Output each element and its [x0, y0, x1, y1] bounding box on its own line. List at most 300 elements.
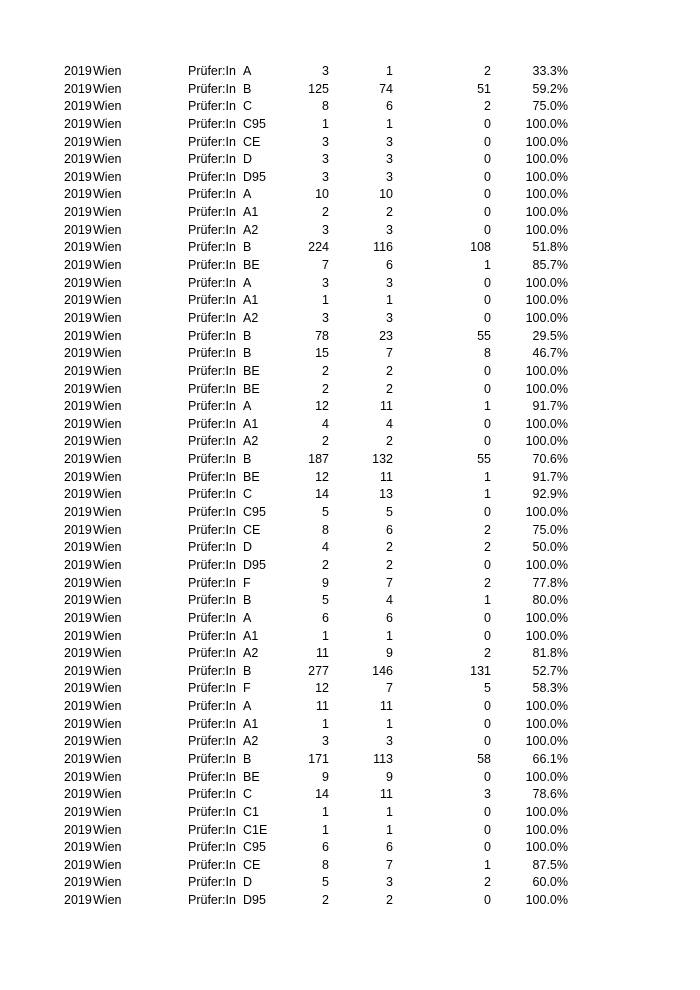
year-cell: 2019 [64, 169, 92, 184]
pass-rate-cell: 75.0% [532, 522, 568, 537]
license-class-cell: A [243, 610, 252, 625]
failed-count-cell: 0 [484, 363, 491, 378]
total-count-cell: 1 [322, 628, 329, 643]
failed-count-cell: 0 [484, 169, 491, 184]
passed-count-cell: 1 [386, 716, 393, 731]
city-cell: Wien [93, 452, 122, 467]
table-row [0, 839, 700, 857]
year-cell: 2019 [64, 840, 92, 855]
table-row [0, 169, 700, 187]
table-row [0, 504, 700, 522]
year-cell: 2019 [64, 804, 92, 819]
total-count-cell: 5 [322, 505, 329, 520]
city-cell: Wien [93, 222, 122, 237]
failed-count-cell: 0 [484, 716, 491, 731]
total-count-cell: 11 [316, 646, 329, 661]
table-row [0, 469, 700, 487]
role-cell: Prüfer:In [188, 99, 236, 114]
table-row [0, 433, 700, 451]
passed-count-cell: 3 [386, 875, 393, 890]
failed-count-cell: 58 [477, 751, 491, 766]
total-count-cell: 3 [322, 734, 329, 749]
total-count-cell: 3 [322, 310, 329, 325]
city-cell: Wien [93, 310, 122, 325]
total-count-cell: 1 [322, 116, 329, 131]
year-cell: 2019 [64, 328, 92, 343]
role-cell: Prüfer:In [188, 416, 236, 431]
pass-rate-cell: 46.7% [532, 346, 568, 361]
year-cell: 2019 [64, 575, 92, 590]
year-cell: 2019 [64, 134, 92, 149]
passed-count-cell: 7 [386, 575, 393, 590]
total-count-cell: 2 [322, 434, 329, 449]
license-class-cell: A [243, 699, 252, 714]
total-count-cell: 2 [322, 363, 329, 378]
pass-rate-cell: 100.0% [525, 840, 568, 855]
license-class-cell: B [243, 81, 252, 96]
city-cell: Wien [93, 540, 122, 555]
passed-count-cell: 13 [379, 487, 393, 502]
year-cell: 2019 [64, 751, 92, 766]
city-cell: Wien [93, 787, 122, 802]
pass-rate-cell: 58.3% [532, 681, 568, 696]
failed-count-cell: 1 [484, 857, 491, 872]
failed-count-cell: 131 [470, 663, 491, 678]
table-row [0, 663, 700, 681]
city-cell: Wien [93, 275, 122, 290]
table-row [0, 328, 700, 346]
role-cell: Prüfer:In [188, 734, 236, 749]
total-count-cell: 11 [316, 699, 329, 714]
total-count-cell: 3 [322, 64, 329, 78]
passed-count-cell: 1 [386, 64, 393, 78]
total-count-cell: 1 [322, 822, 329, 837]
role-cell: Prüfer:In [188, 540, 236, 555]
table-row [0, 610, 700, 628]
year-cell: 2019 [64, 875, 92, 890]
passed-count-cell: 3 [386, 152, 393, 167]
passed-count-cell: 7 [386, 681, 393, 696]
city-cell: Wien [93, 205, 122, 220]
failed-count-cell: 0 [484, 893, 491, 908]
city-cell: Wien [93, 240, 122, 255]
role-cell: Prüfer:In [188, 628, 236, 643]
failed-count-cell: 3 [484, 787, 491, 802]
license-class-cell: F [243, 575, 251, 590]
passed-count-cell: 5 [386, 505, 393, 520]
pass-rate-cell: 29.5% [532, 328, 568, 343]
license-class-cell: CE [243, 857, 261, 872]
table-row [0, 451, 700, 469]
role-cell: Prüfer:In [188, 64, 236, 78]
pass-rate-cell: 33.3% [532, 64, 568, 78]
table-row [0, 239, 700, 257]
year-cell: 2019 [64, 540, 92, 555]
failed-count-cell: 0 [484, 734, 491, 749]
passed-count-cell: 2 [386, 893, 393, 908]
year-cell: 2019 [64, 399, 92, 414]
city-cell: Wien [93, 169, 122, 184]
license-class-cell: A2 [243, 222, 259, 237]
total-count-cell: 4 [322, 540, 329, 555]
total-count-cell: 1 [322, 293, 329, 308]
pass-rate-cell: 100.0% [525, 363, 568, 378]
passed-count-cell: 2 [386, 363, 393, 378]
city-cell: Wien [93, 81, 122, 96]
passed-count-cell: 2 [386, 381, 393, 396]
role-cell: Prüfer:In [188, 522, 236, 537]
pass-rate-cell: 100.0% [525, 734, 568, 749]
table-row [0, 522, 700, 540]
city-cell: Wien [93, 646, 122, 661]
license-class-cell: CE [243, 134, 261, 149]
failed-count-cell: 1 [484, 469, 491, 484]
failed-count-cell: 0 [484, 416, 491, 431]
year-cell: 2019 [64, 64, 92, 78]
year-cell: 2019 [64, 434, 92, 449]
passed-count-cell: 1 [386, 628, 393, 643]
license-class-cell: BE [243, 469, 260, 484]
total-count-cell: 10 [315, 187, 329, 202]
role-cell: Prüfer:In [188, 646, 236, 661]
city-cell: Wien [93, 751, 122, 766]
failed-count-cell: 0 [484, 804, 491, 819]
pass-rate-cell: 100.0% [525, 769, 568, 784]
license-class-cell: A1 [243, 628, 259, 643]
year-cell: 2019 [64, 769, 92, 784]
table-row [0, 186, 700, 204]
license-class-cell: D [243, 152, 253, 167]
year-cell: 2019 [64, 487, 92, 502]
year-cell: 2019 [64, 787, 92, 802]
pass-rate-cell: 60.0% [532, 875, 568, 890]
license-class-cell: A [243, 187, 252, 202]
passed-count-cell: 10 [379, 187, 393, 202]
license-class-cell: D95 [243, 169, 266, 184]
pass-rate-cell: 92.9% [532, 487, 568, 502]
role-cell: Prüfer:In [188, 840, 236, 855]
pass-rate-cell: 100.0% [525, 610, 568, 625]
failed-count-cell: 1 [484, 487, 491, 502]
license-class-cell: A [243, 275, 252, 290]
pass-rate-cell: 70.6% [532, 452, 568, 467]
total-count-cell: 8 [322, 522, 329, 537]
total-count-cell: 9 [322, 769, 329, 784]
table-row [0, 398, 700, 416]
failed-count-cell: 0 [484, 769, 491, 784]
failed-count-cell: 2 [484, 575, 491, 590]
total-count-cell: 2 [322, 557, 329, 572]
pass-rate-cell: 52.7% [532, 663, 568, 678]
year-cell: 2019 [64, 646, 92, 661]
passed-count-cell: 4 [386, 593, 393, 608]
pass-rate-cell: 78.6% [532, 787, 568, 802]
passed-count-cell: 2 [386, 557, 393, 572]
pass-rate-cell: 91.7% [532, 469, 568, 484]
table-row [0, 751, 700, 769]
year-cell: 2019 [64, 187, 92, 202]
pass-rate-cell: 100.0% [525, 416, 568, 431]
failed-count-cell: 2 [484, 646, 491, 661]
passed-count-cell: 1 [386, 293, 393, 308]
total-count-cell: 12 [315, 399, 329, 414]
pass-rate-cell: 80.0% [532, 593, 568, 608]
city-cell: Wien [93, 434, 122, 449]
pass-rate-cell: 66.1% [532, 751, 568, 766]
pass-rate-cell: 100.0% [525, 169, 568, 184]
passed-count-cell: 3 [386, 169, 393, 184]
pass-rate-cell: 100.0% [525, 628, 568, 643]
role-cell: Prüfer:In [188, 699, 236, 714]
city-cell: Wien [93, 487, 122, 502]
pass-rate-cell: 100.0% [525, 152, 568, 167]
failed-count-cell: 2 [484, 522, 491, 537]
role-cell: Prüfer:In [188, 258, 236, 273]
total-count-cell: 187 [308, 452, 329, 467]
pass-rate-cell: 100.0% [525, 893, 568, 908]
city-cell: Wien [93, 381, 122, 396]
city-cell: Wien [93, 893, 122, 908]
city-cell: Wien [93, 505, 122, 520]
role-cell: Prüfer:In [188, 751, 236, 766]
total-count-cell: 78 [315, 328, 329, 343]
failed-count-cell: 0 [484, 310, 491, 325]
failed-count-cell: 2 [484, 875, 491, 890]
table-row [0, 892, 700, 910]
data-table [0, 63, 700, 910]
passed-count-cell: 1 [386, 822, 393, 837]
total-count-cell: 125 [308, 81, 329, 96]
license-class-cell: A1 [243, 716, 259, 731]
passed-count-cell: 3 [386, 734, 393, 749]
total-count-cell: 12 [315, 469, 329, 484]
pass-rate-cell: 100.0% [525, 699, 568, 714]
city-cell: Wien [93, 469, 122, 484]
license-class-cell: B [243, 593, 252, 608]
role-cell: Prüfer:In [188, 875, 236, 890]
role-cell: Prüfer:In [188, 769, 236, 784]
table-row [0, 151, 700, 169]
passed-count-cell: 2 [386, 434, 393, 449]
table-row [0, 292, 700, 310]
license-class-cell: F [243, 681, 251, 696]
table-row [0, 857, 700, 875]
passed-count-cell: 74 [379, 81, 393, 96]
license-class-cell: B [243, 452, 252, 467]
passed-count-cell: 1 [386, 804, 393, 819]
role-cell: Prüfer:In [188, 681, 236, 696]
license-class-cell: BE [243, 363, 260, 378]
table-row [0, 804, 700, 822]
total-count-cell: 14 [315, 487, 329, 502]
role-cell: Prüfer:In [188, 804, 236, 819]
year-cell: 2019 [64, 610, 92, 625]
year-cell: 2019 [64, 699, 92, 714]
total-count-cell: 1 [322, 716, 329, 731]
pass-rate-cell: 77.8% [532, 575, 568, 590]
city-cell: Wien [93, 134, 122, 149]
role-cell: Prüfer:In [188, 822, 236, 837]
city-cell: Wien [93, 522, 122, 537]
table-row [0, 416, 700, 434]
license-class-cell: BE [243, 769, 260, 784]
table-row [0, 222, 700, 240]
license-class-cell: CE [243, 522, 261, 537]
role-cell: Prüfer:In [188, 81, 236, 96]
passed-count-cell: 6 [386, 99, 393, 114]
failed-count-cell: 0 [484, 134, 491, 149]
total-count-cell: 2 [322, 381, 329, 396]
city-cell: Wien [93, 857, 122, 872]
passed-count-cell: 11 [380, 787, 393, 802]
city-cell: Wien [93, 399, 122, 414]
license-class-cell: A2 [243, 734, 259, 749]
year-cell: 2019 [64, 452, 92, 467]
total-count-cell: 2 [322, 893, 329, 908]
role-cell: Prüfer:In [188, 134, 236, 149]
failed-count-cell: 8 [484, 346, 491, 361]
passed-count-cell: 7 [386, 346, 393, 361]
failed-count-cell: 0 [484, 610, 491, 625]
passed-count-cell: 132 [372, 452, 393, 467]
license-class-cell: B [243, 328, 252, 343]
pass-rate-cell: 100.0% [525, 804, 568, 819]
year-cell: 2019 [64, 469, 92, 484]
table-row [0, 822, 700, 840]
table-row [0, 575, 700, 593]
year-cell: 2019 [64, 593, 92, 608]
table-row [0, 98, 700, 116]
role-cell: Prüfer:In [188, 399, 236, 414]
city-cell: Wien [93, 628, 122, 643]
table-row [0, 716, 700, 734]
role-cell: Prüfer:In [188, 346, 236, 361]
role-cell: Prüfer:In [188, 716, 236, 731]
year-cell: 2019 [64, 346, 92, 361]
pass-rate-cell: 100.0% [525, 505, 568, 520]
passed-count-cell: 2 [386, 540, 393, 555]
failed-count-cell: 0 [484, 116, 491, 131]
passed-count-cell: 3 [386, 134, 393, 149]
pass-rate-cell: 100.0% [525, 381, 568, 396]
year-cell: 2019 [64, 893, 92, 908]
city-cell: Wien [93, 346, 122, 361]
failed-count-cell: 51 [477, 81, 491, 96]
failed-count-cell: 0 [484, 505, 491, 520]
total-count-cell: 2 [322, 205, 329, 220]
role-cell: Prüfer:In [188, 240, 236, 255]
total-count-cell: 224 [308, 240, 329, 255]
year-cell: 2019 [64, 734, 92, 749]
total-count-cell: 4 [322, 416, 329, 431]
license-class-cell: A1 [243, 293, 259, 308]
role-cell: Prüfer:In [188, 222, 236, 237]
city-cell: Wien [93, 64, 122, 78]
city-cell: Wien [93, 152, 122, 167]
license-class-cell: A [243, 64, 252, 78]
city-cell: Wien [93, 822, 122, 837]
year-cell: 2019 [64, 310, 92, 325]
total-count-cell: 3 [322, 169, 329, 184]
license-class-cell: A1 [243, 416, 259, 431]
failed-count-cell: 0 [484, 222, 491, 237]
pass-rate-cell: 75.0% [532, 99, 568, 114]
total-count-cell: 7 [322, 258, 329, 273]
failed-count-cell: 0 [484, 293, 491, 308]
table-row [0, 539, 700, 557]
city-cell: Wien [93, 557, 122, 572]
year-cell: 2019 [64, 81, 92, 96]
table-row [0, 134, 700, 152]
role-cell: Prüfer:In [188, 593, 236, 608]
license-class-cell: D [243, 540, 253, 555]
passed-count-cell: 6 [386, 610, 393, 625]
city-cell: Wien [93, 99, 122, 114]
city-cell: Wien [93, 575, 122, 590]
table-row [0, 381, 700, 399]
table-row [0, 345, 700, 363]
role-cell: Prüfer:In [188, 557, 236, 572]
total-count-cell: 3 [322, 275, 329, 290]
passed-count-cell: 116 [373, 240, 393, 255]
failed-count-cell: 55 [477, 452, 491, 467]
table-row [0, 786, 700, 804]
role-cell: Prüfer:In [188, 310, 236, 325]
license-class-cell: D95 [243, 557, 266, 572]
table-row [0, 698, 700, 716]
failed-count-cell: 0 [484, 205, 491, 220]
year-cell: 2019 [64, 522, 92, 537]
year-cell: 2019 [64, 258, 92, 273]
failed-count-cell: 0 [484, 699, 491, 714]
role-cell: Prüfer:In [188, 381, 236, 396]
role-cell: Prüfer:In [188, 487, 236, 502]
pass-rate-cell: 100.0% [525, 187, 568, 202]
year-cell: 2019 [64, 152, 92, 167]
pass-rate-cell: 100.0% [525, 716, 568, 731]
pass-rate-cell: 100.0% [525, 434, 568, 449]
role-cell: Prüfer:In [188, 505, 236, 520]
year-cell: 2019 [64, 681, 92, 696]
table-row [0, 733, 700, 751]
table-row [0, 680, 700, 698]
license-class-cell: B [243, 240, 252, 255]
total-count-cell: 277 [308, 663, 329, 678]
year-cell: 2019 [64, 663, 92, 678]
city-cell: Wien [93, 663, 122, 678]
pass-rate-cell: 87.5% [532, 857, 568, 872]
year-cell: 2019 [64, 275, 92, 290]
license-class-cell: D [243, 875, 253, 890]
year-cell: 2019 [64, 822, 92, 837]
city-cell: Wien [93, 610, 122, 625]
city-cell: Wien [93, 716, 122, 731]
pass-rate-cell: 51.8% [532, 240, 568, 255]
table-row [0, 204, 700, 222]
license-class-cell: B [243, 751, 252, 766]
pass-rate-cell: 100.0% [525, 822, 568, 837]
role-cell: Prüfer:In [188, 116, 236, 131]
passed-count-cell: 11 [380, 399, 393, 414]
role-cell: Prüfer:In [188, 469, 236, 484]
passed-count-cell: 7 [386, 857, 393, 872]
failed-count-cell: 2 [484, 64, 491, 78]
city-cell: Wien [93, 681, 122, 696]
license-class-cell: B [243, 346, 252, 361]
license-class-cell: C [243, 99, 253, 114]
failed-count-cell: 0 [484, 187, 491, 202]
year-cell: 2019 [64, 363, 92, 378]
